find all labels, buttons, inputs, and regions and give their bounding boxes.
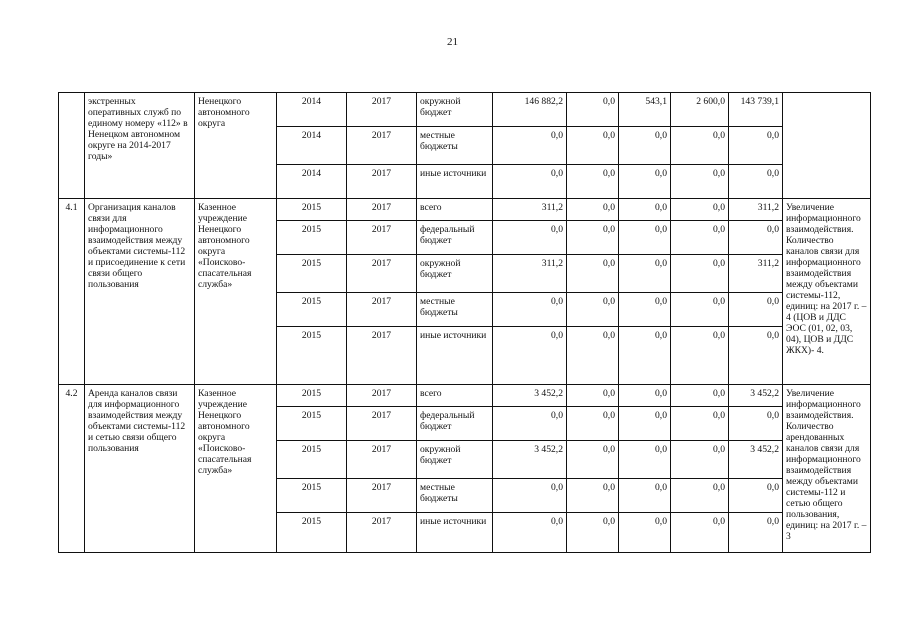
funding-source-cell: федеральный бюджет xyxy=(417,221,493,255)
total-amount-cell: 311,2 xyxy=(493,199,567,221)
start-year-cell: 2015 xyxy=(277,199,347,221)
end-year-cell: 2017 xyxy=(347,199,417,221)
year-amount-cell: 0,0 xyxy=(671,327,729,385)
year-amount-cell: 0,0 xyxy=(671,513,729,553)
year-amount-cell: 2 600,0 xyxy=(671,93,729,127)
year-amount-cell: 0,0 xyxy=(729,165,783,199)
item-number-cell: 4.2 xyxy=(59,385,85,553)
year-amount-cell: 0,0 xyxy=(671,385,729,407)
end-year-cell: 2017 xyxy=(347,255,417,293)
year-amount-cell: 0,0 xyxy=(671,221,729,255)
total-amount-cell: 0,0 xyxy=(493,479,567,513)
end-year-cell: 2017 xyxy=(347,221,417,255)
funding-source-cell: местные бюджеты xyxy=(417,293,493,327)
end-year-cell: 2017 xyxy=(347,441,417,479)
year-amount-cell: 0,0 xyxy=(619,165,671,199)
total-amount-cell: 0,0 xyxy=(493,513,567,553)
table-row xyxy=(59,385,871,407)
year-amount-cell: 0,0 xyxy=(619,327,671,385)
year-amount-cell: 0,0 xyxy=(619,199,671,221)
year-amount-cell: 0,0 xyxy=(671,255,729,293)
end-year-cell: 2017 xyxy=(347,513,417,553)
year-amount-cell: 0,0 xyxy=(567,479,619,513)
year-amount-cell: 0,0 xyxy=(567,127,619,165)
funding-source-cell: всего xyxy=(417,199,493,221)
funding-source-cell: иные источники xyxy=(417,327,493,385)
year-amount-cell: 0,0 xyxy=(671,441,729,479)
item-number-cell xyxy=(59,93,85,199)
executor-cell: Казенное учреждение Ненецкого автономного округа «Поисково-спасательная служба» xyxy=(195,385,277,553)
total-amount-cell: 146 882,2 xyxy=(493,93,567,127)
year-amount-cell: 0,0 xyxy=(729,293,783,327)
year-amount-cell: 0,0 xyxy=(567,327,619,385)
year-amount-cell: 0,0 xyxy=(671,293,729,327)
total-amount-cell: 3 452,2 xyxy=(493,441,567,479)
year-amount-cell: 0,0 xyxy=(567,441,619,479)
total-amount-cell: 0,0 xyxy=(493,407,567,441)
year-amount-cell: 0,0 xyxy=(729,327,783,385)
year-amount-cell: 0,0 xyxy=(567,293,619,327)
funding-source-cell: окружной бюджет xyxy=(417,255,493,293)
start-year-cell: 2015 xyxy=(277,479,347,513)
table-body xyxy=(59,93,871,553)
year-amount-cell: 0,0 xyxy=(619,479,671,513)
year-amount-cell: 0,0 xyxy=(619,407,671,441)
year-amount-cell: 0,0 xyxy=(729,127,783,165)
executor-cell: Ненецкого автономного округа xyxy=(195,93,277,199)
total-amount-cell: 0,0 xyxy=(493,327,567,385)
start-year-cell: 2015 xyxy=(277,327,347,385)
year-amount-cell: 0,0 xyxy=(567,513,619,553)
table-row xyxy=(59,93,871,127)
year-amount-cell: 0,0 xyxy=(619,255,671,293)
year-amount-cell: 0,0 xyxy=(671,479,729,513)
year-amount-cell: 0,0 xyxy=(671,165,729,199)
item-number-cell: 4.1 xyxy=(59,199,85,385)
year-amount-cell: 143 739,1 xyxy=(729,93,783,127)
year-amount-cell: 0,0 xyxy=(619,221,671,255)
year-amount-cell: 0,0 xyxy=(729,221,783,255)
funding-source-cell: всего xyxy=(417,385,493,407)
year-amount-cell: 0,0 xyxy=(567,199,619,221)
table-row xyxy=(59,199,871,221)
funding-source-cell: местные бюджеты xyxy=(417,127,493,165)
expected-result-cell: Увеличение информационного взаимодействия. Количество арендованных каналов связи для информационного взаимодействия между объектами системы-112 и сетью общего пользования, единиц: на 2017 г. – 3 xyxy=(783,385,871,553)
year-amount-cell: 311,2 xyxy=(729,199,783,221)
funding-source-cell: местные бюджеты xyxy=(417,479,493,513)
item-name-cell: экстренных оперативных служб по единому номеру «112» в Ненецком автономном округе на 2014-2017 годы» xyxy=(85,93,195,199)
start-year-cell: 2015 xyxy=(277,441,347,479)
end-year-cell: 2017 xyxy=(347,127,417,165)
year-amount-cell: 543,1 xyxy=(619,93,671,127)
item-name-cell: Аренда каналов связи для информационного взаимодействия между объектами системы-112 и сетью связи общего пользования xyxy=(85,385,195,553)
start-year-cell: 2014 xyxy=(277,93,347,127)
end-year-cell: 2017 xyxy=(347,327,417,385)
year-amount-cell: 3 452,2 xyxy=(729,385,783,407)
end-year-cell: 2017 xyxy=(347,293,417,327)
year-amount-cell: 0,0 xyxy=(729,479,783,513)
start-year-cell: 2014 xyxy=(277,127,347,165)
year-amount-cell: 3 452,2 xyxy=(729,441,783,479)
total-amount-cell: 0,0 xyxy=(493,165,567,199)
end-year-cell: 2017 xyxy=(347,93,417,127)
year-amount-cell: 0,0 xyxy=(567,407,619,441)
year-amount-cell: 0,0 xyxy=(619,127,671,165)
year-amount-cell: 0,0 xyxy=(729,407,783,441)
start-year-cell: 2014 xyxy=(277,165,347,199)
page-number: 21 xyxy=(447,36,458,48)
executor-cell: Казенное учреждение Ненецкого автономного округа «Поисково-спасательная служба» xyxy=(195,199,277,385)
year-amount-cell: 0,0 xyxy=(619,385,671,407)
year-amount-cell: 0,0 xyxy=(567,165,619,199)
year-amount-cell: 0,0 xyxy=(567,221,619,255)
year-amount-cell: 0,0 xyxy=(671,127,729,165)
total-amount-cell: 311,2 xyxy=(493,255,567,293)
year-amount-cell: 311,2 xyxy=(729,255,783,293)
start-year-cell: 2015 xyxy=(277,255,347,293)
year-amount-cell: 0,0 xyxy=(619,293,671,327)
budget-table xyxy=(58,92,871,553)
year-amount-cell: 0,0 xyxy=(567,385,619,407)
start-year-cell: 2015 xyxy=(277,407,347,441)
end-year-cell: 2017 xyxy=(347,385,417,407)
item-name-cell: Организация каналов связи для информационного взаимодействия между объектами системы-112 и присоединение к сети связи общего пользования xyxy=(85,199,195,385)
expected-result-cell: Увеличение информационного взаимодействия. Количество каналов связи для информационного взаимодействия между объектами системы-112, единиц: на 2017 г. – 4 (ЦОВ и ДДС ЭОС (01, 02, 03, 04), ЦОВ и ДДС ЖКХ)- 4. xyxy=(783,199,871,385)
funding-source-cell: федеральный бюджет xyxy=(417,407,493,441)
year-amount-cell: 0,0 xyxy=(671,407,729,441)
end-year-cell: 2017 xyxy=(347,479,417,513)
start-year-cell: 2015 xyxy=(277,293,347,327)
funding-source-cell: иные источники xyxy=(417,513,493,553)
funding-source-cell: окружной бюджет xyxy=(417,441,493,479)
expected-result-cell xyxy=(783,93,871,199)
year-amount-cell: 0,0 xyxy=(619,441,671,479)
funding-source-cell: иные источники xyxy=(417,165,493,199)
funding-source-cell: окружной бюджет xyxy=(417,93,493,127)
end-year-cell: 2017 xyxy=(347,407,417,441)
year-amount-cell: 0,0 xyxy=(567,93,619,127)
total-amount-cell: 3 452,2 xyxy=(493,385,567,407)
year-amount-cell: 0,0 xyxy=(567,255,619,293)
start-year-cell: 2015 xyxy=(277,513,347,553)
total-amount-cell: 0,0 xyxy=(493,221,567,255)
start-year-cell: 2015 xyxy=(277,221,347,255)
total-amount-cell: 0,0 xyxy=(493,127,567,165)
year-amount-cell: 0,0 xyxy=(619,513,671,553)
total-amount-cell: 0,0 xyxy=(493,293,567,327)
year-amount-cell: 0,0 xyxy=(671,199,729,221)
start-year-cell: 2015 xyxy=(277,385,347,407)
end-year-cell: 2017 xyxy=(347,165,417,199)
year-amount-cell: 0,0 xyxy=(729,513,783,553)
